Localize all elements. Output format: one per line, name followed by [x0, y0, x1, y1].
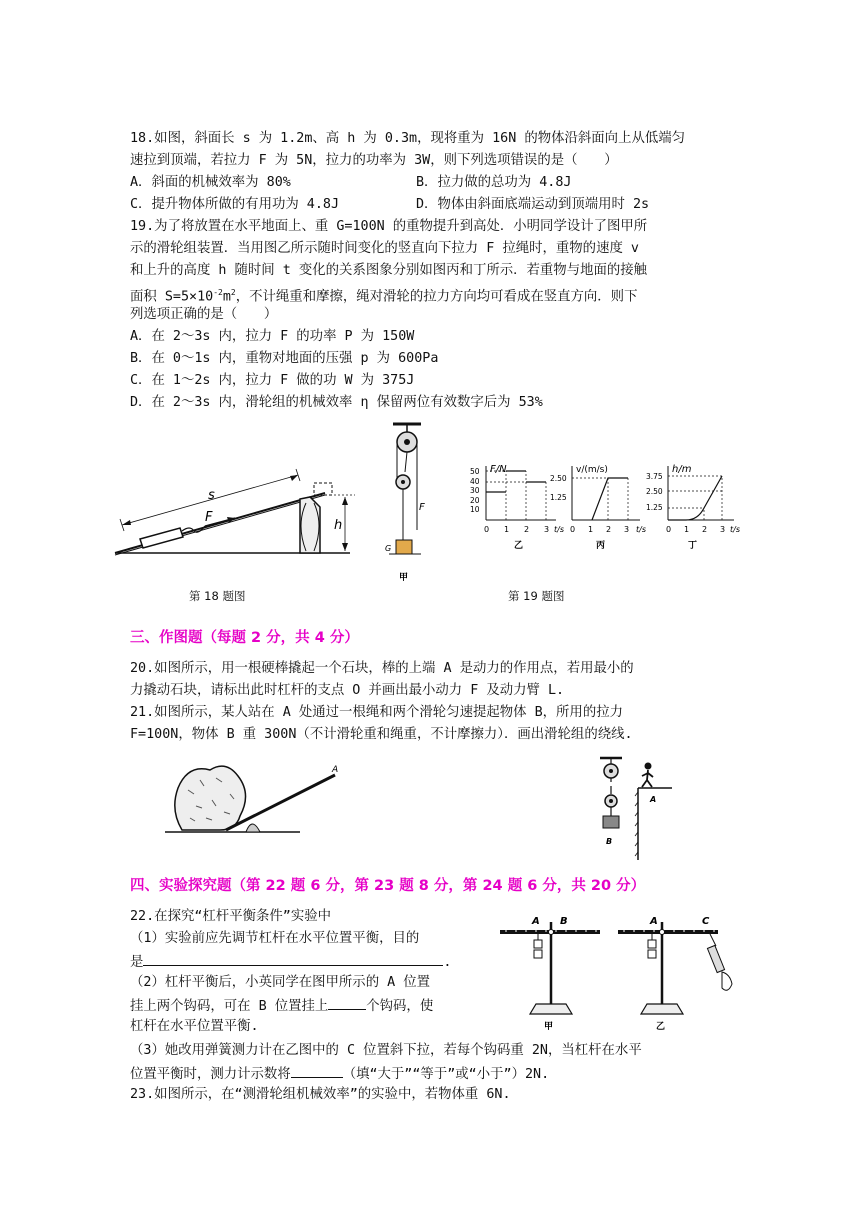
graph-yi-ylabel: F/N	[490, 464, 507, 475]
graph-yi-tick-50: 50	[470, 467, 480, 476]
incline-h-label: h	[334, 518, 343, 533]
q19-line-4: 面积 $S=5\times 10^{-2}m^2$，不计绳重和摩擦，绳对滑轮的拉力方向均可看成在竖直方向．则下	[130, 288, 638, 305]
graph-ding-label: 丁	[688, 541, 698, 551]
graph-yi-tick-40: 40	[470, 477, 480, 486]
q22-answer-blank-2[interactable]	[328, 994, 366, 1010]
person-pulley-figure	[592, 756, 682, 864]
q19-line-1: 19.为了将放置在水平地面上、重 G=100N 的重物提升到高处．小明同学设计了图甲所	[130, 219, 648, 234]
graph-ding-ylabel: h/m	[672, 464, 692, 475]
q23-line-1: 23.如图所示，在“测滑轮组机械效率”的实验中，若物体重 6N.	[130, 1087, 511, 1102]
graph-yi-xlabel: t/s	[554, 525, 564, 534]
q22-line-8: 位置平衡时，测力计示数将 （填“大于”“等于”或“小于”）2N.	[130, 1062, 549, 1086]
graph-bing-xtick-2: 2	[606, 525, 612, 534]
q19-option-d: D．在 2～3s 内，滑轮组的机械效率 η 保留两位有效数字后为 53%	[130, 395, 543, 410]
section-4-heading: 四、实验探究题（第 22 题 6 分，第 23 题 8 分，第 24 题 6 分，共 20 分）	[130, 878, 646, 894]
graph-bing-xtick-1: 1	[588, 525, 594, 534]
incline-f-label: F	[205, 510, 213, 525]
q18-option-b: B．拉力做的总功为 4.8J	[416, 175, 572, 190]
graph-height-time	[644, 460, 744, 555]
q22-line-6: 杠杆在水平位置平衡.	[130, 1019, 259, 1034]
person-a-label: A	[650, 795, 657, 804]
q18-option-a: A．斜面的机械效率为 80%	[130, 175, 291, 190]
graph-yi-xtick-2: 2	[524, 525, 530, 534]
graph-yi-tick-30: 30	[470, 486, 480, 495]
lever-a-label: A	[332, 765, 339, 775]
pulley-figure-label: 甲	[399, 573, 409, 583]
q19-line-5: 列选项正确的是（ ）	[130, 307, 278, 322]
q18-option-c: C．提升物体所做的有用功为 4.8J	[130, 197, 340, 212]
q19-line-2: 示的滑轮组装置．当用图乙所示随时间变化的竖直向下拉力 F 拉绳时，重物的速度 v	[130, 241, 639, 256]
graph-ding-xtick-2: 2	[702, 525, 708, 534]
incline-figure	[110, 455, 370, 560]
pulley-g-label: G	[385, 544, 392, 553]
lever-experiment-jia	[496, 912, 606, 1032]
q20-line-2: 力撬动石块，请标出此时杠杆的支点 O 并画出最小动力 F 及动力臂 L.	[130, 683, 565, 698]
exp-jia-label: 甲	[544, 1022, 554, 1032]
graph-ding-xlabel: t/s	[730, 525, 740, 534]
graph-yi-xtick-3: 3	[544, 525, 550, 534]
graph-ding-xtick-3: 3	[720, 525, 726, 534]
exp-jia-b-label: B	[560, 916, 568, 927]
section-3-heading: 三、作图题（每题 2 分，共 4 分）	[130, 630, 359, 646]
pulley-figure	[385, 420, 435, 585]
q18-line-2: 速拉到顶端，若拉力 F 为 5N，拉力的功率为 3W，则下列选项错误的是（ ）	[130, 153, 618, 168]
q19-option-b: B．在 0～1s 内，重物对地面的压强 p 为 600Pa	[130, 351, 439, 366]
graph-ding-tick-375: 3.75	[646, 472, 663, 481]
graph-bing-xtick-0: 0	[570, 525, 576, 534]
figure-18-caption: 第 18 题图	[189, 589, 246, 603]
q21-line-1: 21.如图所示，某人站在 A 处通过一根绳和两个滑轮匀速提起物体 B，所用的拉力	[130, 705, 623, 720]
graph-bing-xtick-3: 3	[624, 525, 630, 534]
graph-bing-tick-125: 1.25	[550, 493, 567, 502]
q22-answer-blank-1[interactable]	[143, 950, 443, 966]
graph-bing-label: 丙	[596, 541, 606, 551]
person-b-label: B	[606, 837, 613, 846]
graph-velocity-time	[548, 460, 648, 555]
q19-option-c: C．在 1～2s 内，拉力 F 做的功 W 为 375J	[130, 373, 415, 388]
graph-ding-tick-250: 2.50	[646, 487, 663, 496]
graph-yi-xtick-0: 0	[484, 525, 490, 534]
q18-line-1: 18.如图，斜面长 s 为 1.2m、高 h 为 0.3m，现将重为 16N 的物体沿斜面向上从低端匀	[130, 131, 686, 146]
q18-option-d: D．物体由斜面底端运动到顶端用时 2s	[416, 197, 650, 212]
q22-line-4: （2）杠杆平衡后，小英同学在图甲所示的 A 位置	[130, 975, 431, 990]
pulley-f-label: F	[419, 502, 425, 513]
q22-answer-blank-3[interactable]	[291, 1062, 343, 1078]
graph-ding-tick-125: 1.25	[646, 503, 663, 512]
q22-line-2: （1）实验前应先调节杠杆在水平位置平衡，目的	[130, 931, 420, 946]
graph-bing-ylabel: v/(m/s)	[576, 465, 608, 475]
q22-line-1: 22.在探究“杠杆平衡条件”实验中	[130, 909, 331, 924]
q22-line-7: （3）她改用弹簧测力计在乙图中的 C 位置斜下拉，若每个钩码重 2N，当杠杆在水平	[130, 1043, 642, 1058]
q21-line-2: F=100N，物体 B 重 300N（不计滑轮重和绳重，不计摩擦力）．画出滑轮组的绕线.	[130, 727, 633, 742]
graph-yi-xtick-1: 1	[504, 525, 510, 534]
graph-yi-tick-10: 10	[470, 505, 480, 514]
exp-jia-a-label: A	[532, 916, 540, 927]
exp-yi-c-label: C	[702, 916, 710, 927]
lever-experiment-yi	[614, 912, 744, 1032]
graph-ding-xtick-0: 0	[666, 525, 672, 534]
graph-yi-label: 乙	[514, 541, 524, 551]
lever-rock-figure	[160, 760, 360, 840]
q22-line-3: 是 .	[130, 950, 451, 974]
figure-19-caption: 第 19 题图	[508, 589, 565, 603]
exp-yi-label: 乙	[656, 1022, 666, 1032]
q20-line-1: 20.如图所示，用一根硬棒撬起一个石块，棒的上端 A 是动力的作用点，若用最小的	[130, 661, 634, 676]
q22-line-5: 挂上两个钩码，可在 B 位置挂上 个钩码，使	[130, 994, 433, 1018]
q19-line-3: 和上升的高度 h 随时间 t 变化的关系图象分别如图丙和丁所示．若重物与地面的接触	[130, 263, 648, 278]
exp-yi-a-label: A	[650, 916, 658, 927]
incline-s-label: s	[208, 488, 215, 503]
graph-bing-xlabel: t/s	[636, 525, 646, 534]
q19-option-a: A．在 2～3s 内，拉力 F 的功率 P 为 150W	[130, 329, 415, 344]
graph-yi-tick-20: 20	[470, 496, 480, 505]
graph-bing-tick-250: 2.50	[550, 474, 567, 483]
graph-ding-xtick-1: 1	[684, 525, 690, 534]
